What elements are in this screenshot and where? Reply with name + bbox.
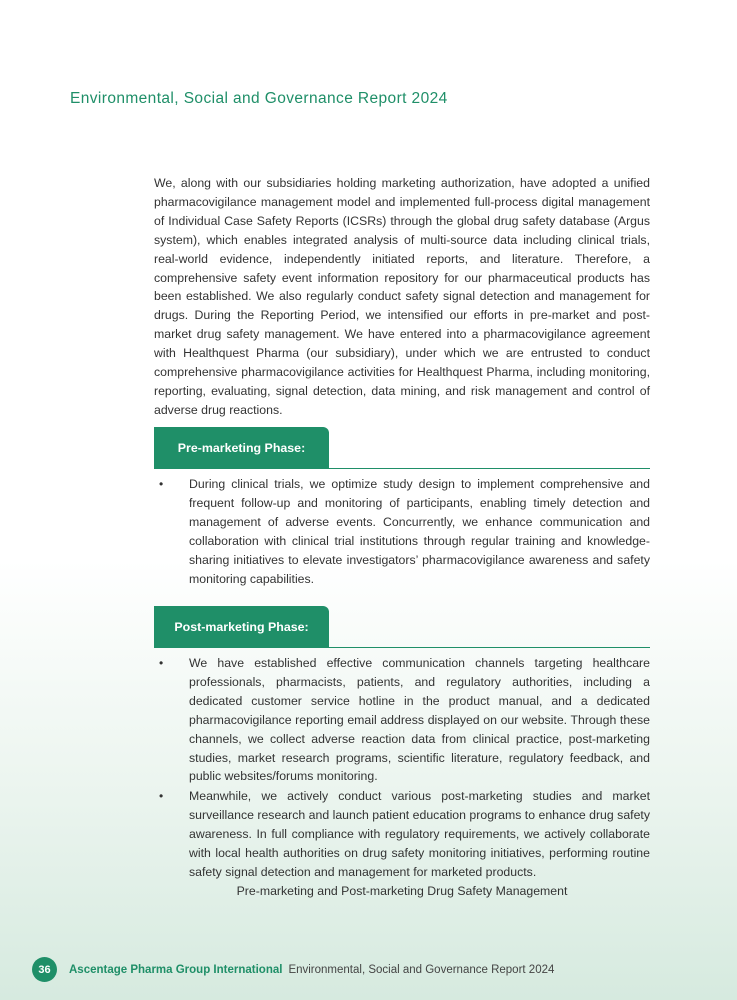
post-marketing-tab: Post-marketing Phase: [154, 606, 329, 647]
bullet-text: During clinical trials, we optimize study design to implement comprehensive and frequent follow-up and monitoring of participants, enabling timely detection and management of adverse events. Concurrently, we enhance communication and collaboration with clinical trial institutions through regular training and knowledge-sharing initiatives to elevate investigators’ pharmacovigilance awareness and safety monitoring capabilities. [189, 477, 650, 586]
pre-marketing-tab: Pre-marketing Phase: [154, 427, 329, 468]
pre-marketing-section [154, 427, 650, 589]
post-marketing-header [154, 606, 650, 648]
post-marketing-bullets [154, 654, 650, 882]
bullet-item [154, 654, 650, 786]
bullet-text: We have established effective communication channels targeting healthcare professionals, pharmacists, patients, and regulatory authorities, including a dedicated customer service hotline in the product manual, and a dedicated pharmacovigilance reporting email address displayed on our website. Through these channels, we collect adverse reaction data from clinical practice, post-marketing studies, market research programs, scientific literature, regulatory feedback, and public websites/forums monitoring. [189, 656, 650, 784]
figure-caption: Pre-marketing and Post-marketing Drug Safety Management [236, 884, 568, 898]
intro-paragraph: We, along with our subsidiaries holding marketing authorization, have adopted a unified pharmacovigilance management model and implemented full-process digital management of Individual Case Safety Reports (ICSRs) through the global drug safety database (Argus system), which enables integrated analysis of multi-source data including clinical trials, real-world evidence, independently initiated reports, and literature. Therefore, a comprehensive safety event information repository for our pharmaceutical products has been established. We also regularly conduct safety signal detection and management for drugs. During the Reporting Period, we intensified our efforts in pre-market and post-market drug safety management. We have entered into a pharmacovigilance agreement with Healthquest Pharma (our subsidiary), under which we are entrusted to conduct comprehensive pharmacovigilance activities for Healthquest Pharma, including monitoring, reporting, evaluating, signal detection, data mining, and risk management and control of adverse drug reactions. [154, 176, 650, 417]
page-footer [32, 957, 554, 982]
page-number-badge: 36 [32, 957, 57, 982]
bullet-dot-icon: • [159, 656, 164, 670]
page-header-title: Environmental, Social and Governance Report 2024 [70, 90, 448, 107]
pre-marketing-bullets [154, 475, 650, 588]
post-marketing-section [154, 606, 650, 883]
bullet-dot-icon: • [159, 477, 164, 491]
bullet-dot-icon: • [159, 789, 164, 804]
bullet-text: Meanwhile, we actively conduct various post-marketing studies and market surveillance research and launch patient education programs to enhance drug safety awareness. In full compliance with regulatory requirements, we actively collaborate with local health authorities on drug safety monitoring initiatives, performing routine safety signal detection and management for marketed products. [189, 789, 650, 879]
bullet-item [154, 787, 650, 882]
bullet-item [154, 475, 650, 588]
pre-marketing-header [154, 427, 650, 469]
footer-report-title: Environmental, Social and Governance Report 2024 [288, 963, 555, 976]
footer-company-name: Ascentage Pharma Group International [69, 963, 283, 976]
